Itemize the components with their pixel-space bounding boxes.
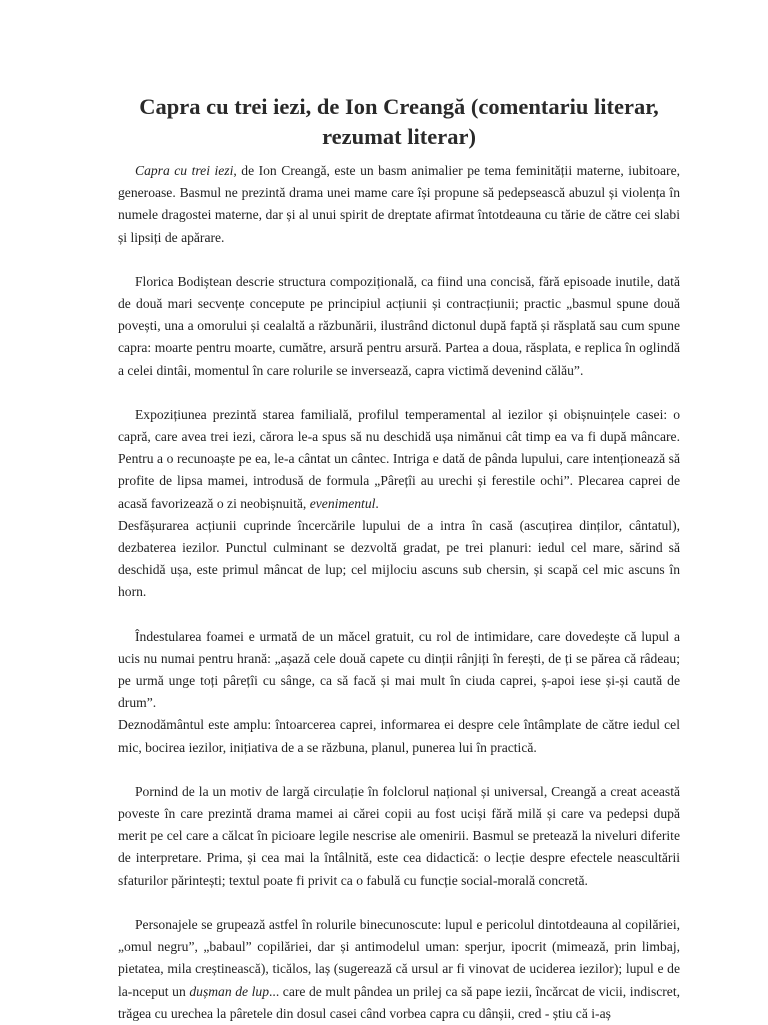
paragraph-intro [118,160,680,249]
paragraph-spacer [118,759,680,781]
work-title-italic: Capra cu trei iezi [135,163,234,178]
paragraph-characters-end: ... care de mult pândea un prilej ca să pape iezii, încărcat de vicii, indiscret, trăgea cu urechea la pâretele din dosul casei când vorbea capra cu dânșii, cred - știu că i-aș [118,983,680,1021]
paragraph-spacer [118,249,680,271]
paragraph-intro-text: , de Ion Creangă, este un basm animalier pe tema feminității materne, iubitoare, generoase. Basmul ne prezintă drama unei mame care își propune să pedepsească abuzul și violența în numele dragostei materne, dar și al unui spirit de dreptate afirmat întotdeauna cu tărie de către cei slabi și lipsiți de apărare. [118,163,680,245]
paragraph-exposition [118,404,680,515]
paragraph-exposition-end: . [375,495,379,511]
paragraph-structure: Florica Bodiștean descrie structura compozițională, ca fiind una concisă, fără episoade inutile, dată de două mari secvențe concepute pe principiul acțiunii și contracțiunii; practic „basmul spune două povești, una a omorului și cealaltă a răzbunării, ilustrând dictonul după faptă și răsplată sau cum spune capra: moarte pentru moarte, cumătre, arsură pentru arsură. Partea a doua, răsplata, e replica în oglindă a celei dintâi, momentul în care rolurile se inversează, capra victimă devenind călău”. [118,273,680,378]
document-title: Capra cu trei iezi, de Ion Creangă (comentariu literar, rezumat literar) [139,94,659,149]
event-italic: evenimentul [309,495,376,511]
paragraph-action: Desfășurarea acțiunii cuprinde încercările lupului de a intra în casă (ascuțirea dinților, cântatul), dezbaterea iezilor. Punctul culminant se dezvoltă gradat, pe trei planuri: iedul cel mare, sărind să deschidă ușa, este primul mâncat de lup; cel mijlociu ascuns sub chersin, și scapă cel mic ascuns în horn. [118,517,680,600]
paragraph-spacer [118,892,680,914]
document-page [118,92,680,1025]
paragraph-characters [118,914,680,1025]
paragraph-exposition-text: Expozițiunea prezintă starea familială, profilul temperamental al iezilor și obișnuințele casei: o capră, care avea trei iezi, cărora le-a spus să nu deschidă ușa nimănui cât timp ea va fi după mâncare. Pentru a o recunoaște pe ea, le-a cântat un cântec. Intriga e dată de pânda lupului, care intenționează să profite de lipsa mamei, introdusă de formula „Pârețîi au urechi și ferestile ochi”. Plecarea caprei de acasă favorizează o zi neobișnuită, [118,406,680,511]
paragraph-motif: Pornind de la un motiv de largă circulație în folclorul național și universal, Creangă a creat această poveste în care prezintă drama mamei ai cărei copii au fost uciși fără milă și care va pedepsi după merit pe cel care a călcat în picioare legile nescrise ale omenirii. Basmul se pretează la niveluri diferite de interpretare. Prima, și cea mai la întâlnită, este cea didactică: o lecție despre efectele neascultării sfaturilor părintești; textul poate fi privit ca o fabulă cu funcție social-morală concretă. [118,783,680,888]
enemy-italic: dușman de lup [189,983,270,999]
paragraph-denouement: Deznodământul este amplu: întoarcerea caprei, informarea ei despre cele întâmplate de către iedul cel mic, bocirea iezilor, inițiativa de a se răzbuna, planul, punerea lui în practică. [118,717,680,755]
paragraph-spacer [118,604,680,626]
paragraph-spacer [118,382,680,404]
paragraph-slaughter: Îndestularea foamei e urmată de un măcel gratuit, cu rol de intimidare, care dovedește că lupul a ucis nu numai pentru hrană: „așază cele două capete cu dinții rânjiți în ferești, de ți se părea că râdeau; pe urmă unge toți pârețîi cu sânge, ca să facă și mai mult în ciuda caprei, ș-apoi iese și-și caută de drum”. [118,628,680,711]
paragraph-characters-text: Personajele se grupează astfel în rolurile binecunoscute: lupul e pericolul dintotdeauna al copilăriei, „omul negru”, „babaul” copilăriei, dar și antimodelul uman: sperjur, ipocrit (mimează, prin limbaj, pietatea, mila creștinească), ticălos, laș (sugerează că ursul ar fi vinovat de uciderea iezilor); lupul e de la-nceput un [118,916,680,999]
